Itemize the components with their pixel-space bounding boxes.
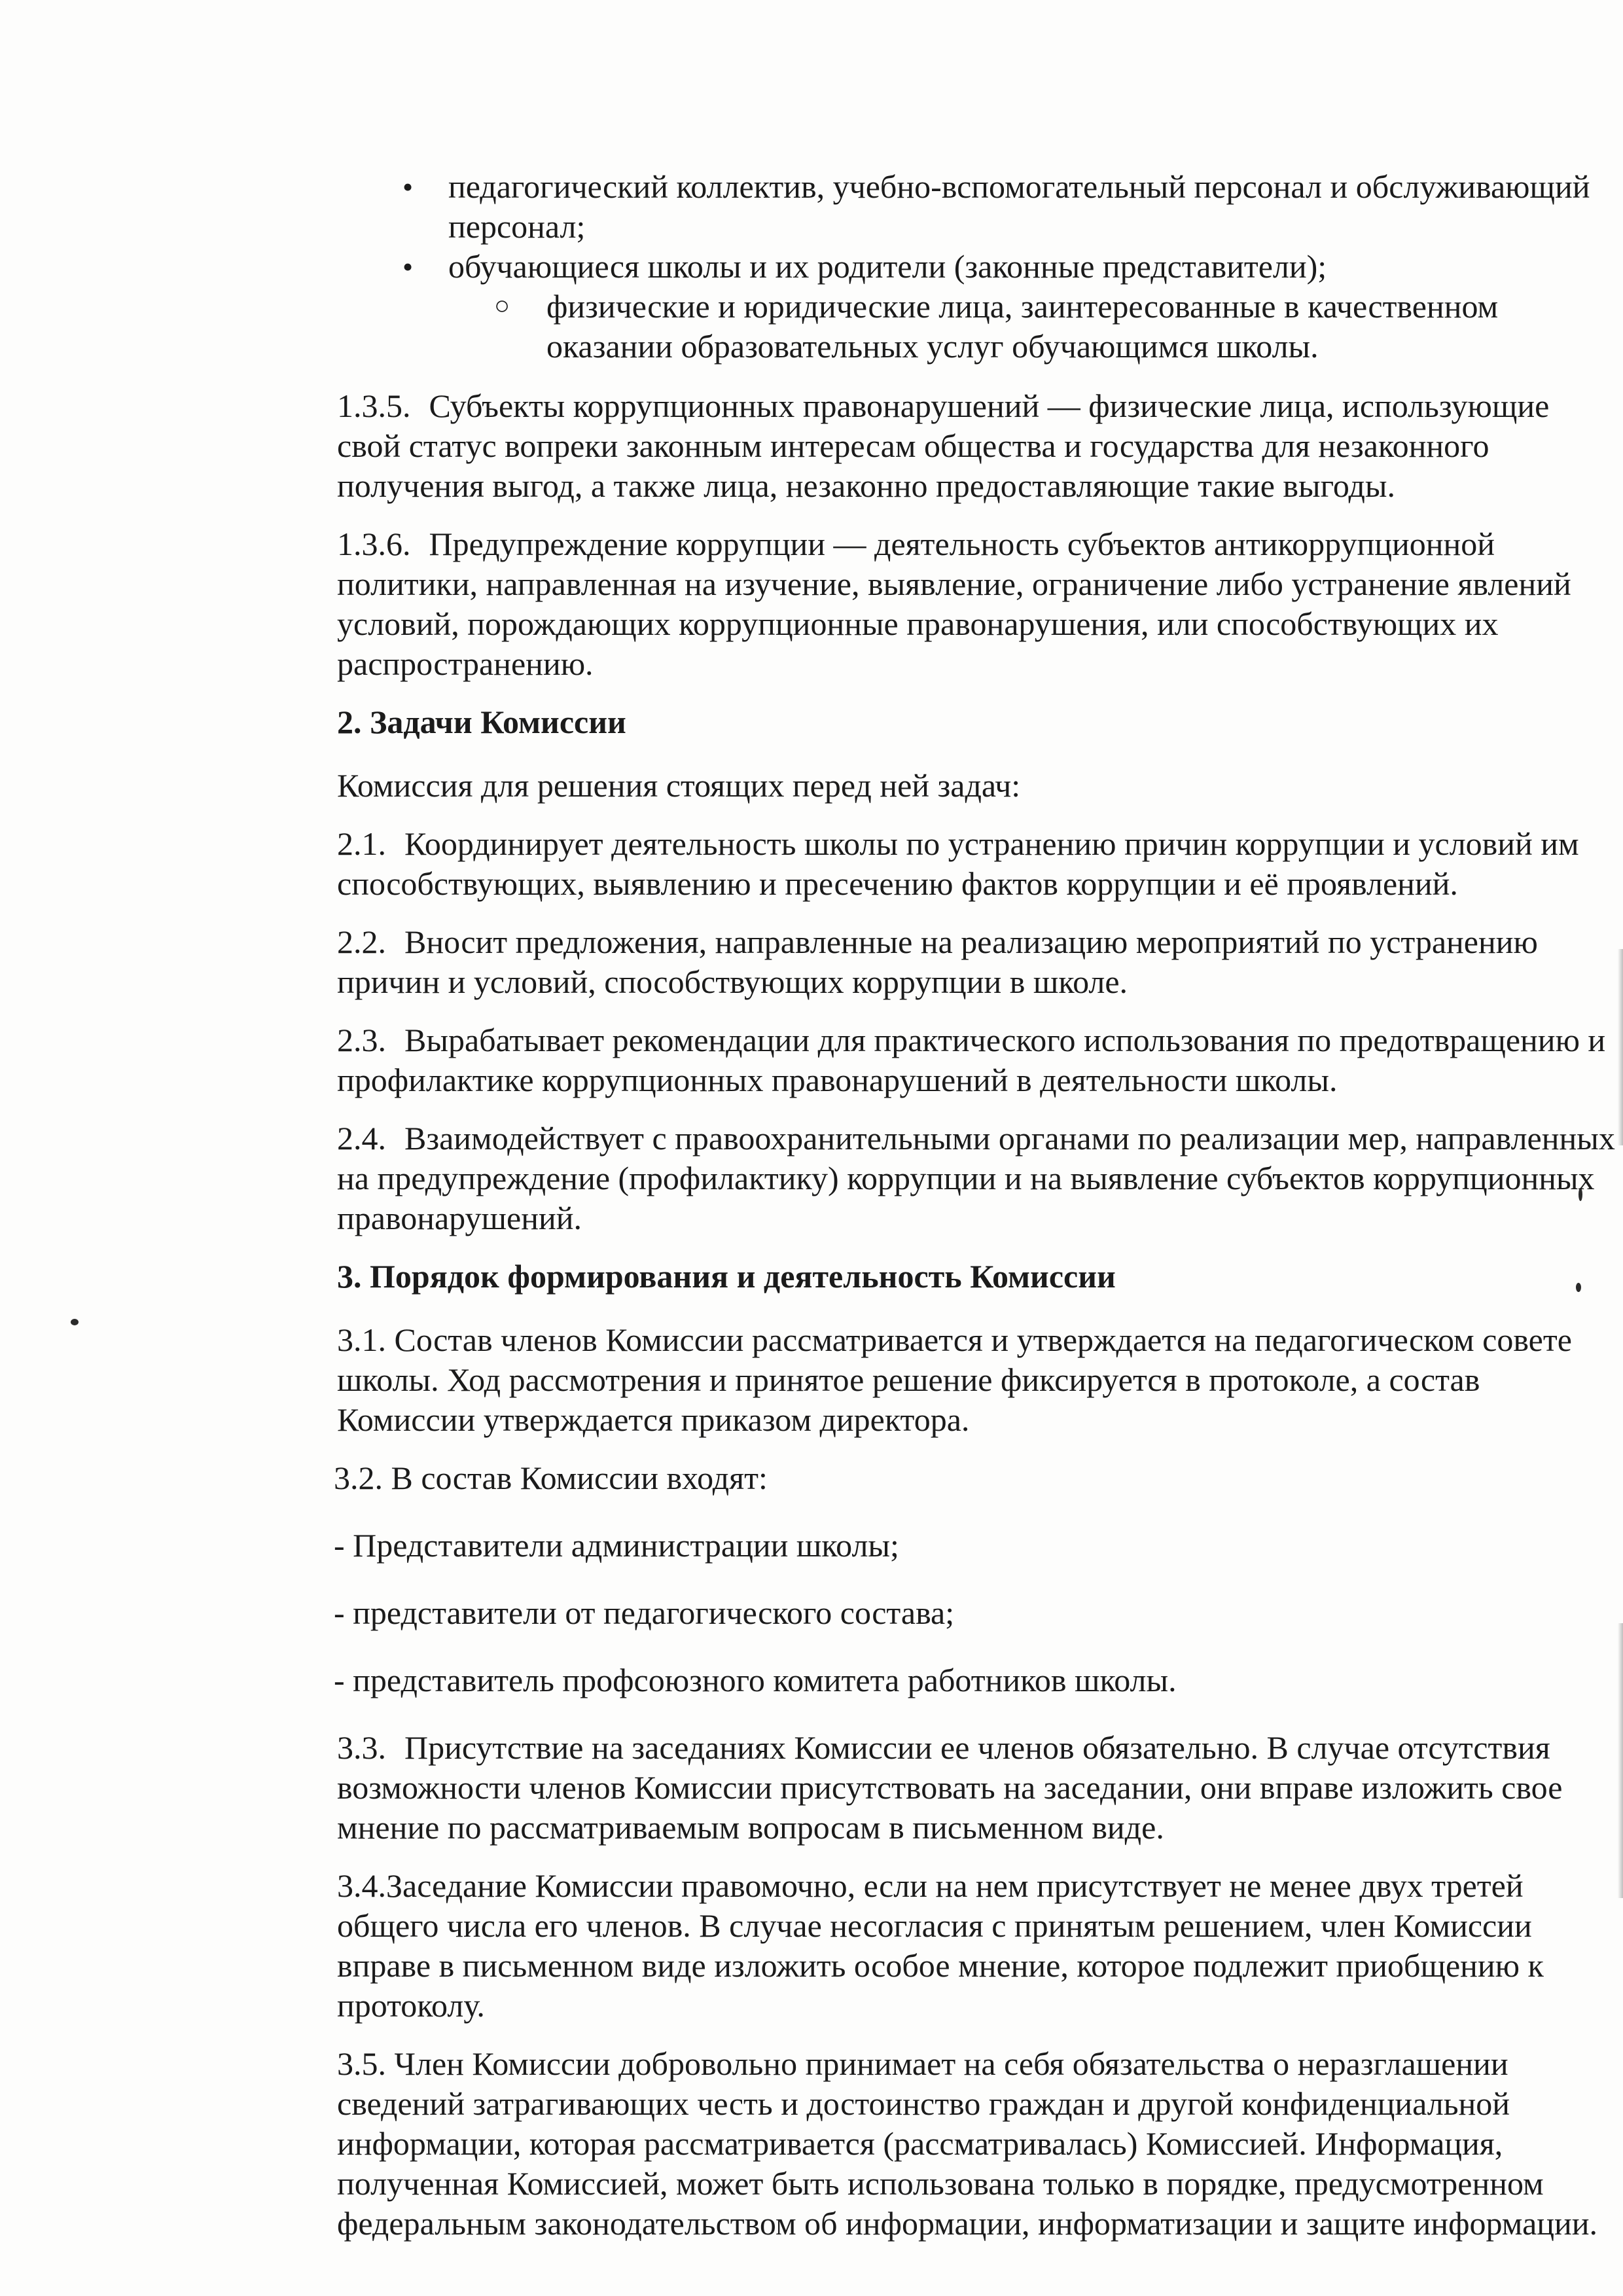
sub-bullet-item: ○ физические и юридические лица, заинтересованные в качественном оказании образовательных услуг обучающимся школы. bbox=[337, 287, 1620, 367]
bullet-marker: • bbox=[402, 170, 414, 204]
paragraph-3-4: 3.4.Заседание Комиссии правомочно, если на нем присутствует не менее двух третей общего числа его членов. В случае несогласия с принятым решением, член Комиссии вправе в письменном виде изложить особое мнение, которое подлежит приобщению к протоколу. bbox=[337, 1867, 1544, 2024]
paragraph-3-5: 3.5. Член Комиссии добровольно принимает на себя обязательства о неразглашении сведений затрагивающих честь и достоинство граждан и другой конфиденциальной информации, которая рассматривается (рассматривалась) Комиссией. Информация, полученная Комиссией, может быть использована только в порядке, предусмотренном федеральным законодательством об информации, информатизации и защите информации. bbox=[337, 2045, 1598, 2242]
paragraph-2-3: 2.3. Вырабатывает рекомендации для практического использования по предотвращению и профилактике коррупционных правонарушений в деятельности школы. bbox=[337, 1022, 1606, 1098]
paragraph-3-2: 3.2. В состав Комиссии входят: bbox=[334, 1460, 768, 1496]
bullet-item: • обучающиеся школы и их родители (законные представители); bbox=[337, 247, 1620, 287]
member-list-item: - представители от педагогического состава; bbox=[334, 1594, 955, 1631]
bullet-item: • педагогический коллектив, учебно-вспомогательный персонал и обслуживающий персонал; bbox=[402, 168, 1590, 245]
paragraph-2-1: 2.1. Координирует деятельность школы по устранению причин коррупции и условий им способствующих, выявлению и пресечению фактов коррупции и её проявлений. bbox=[337, 825, 1579, 902]
bullet-marker: • bbox=[402, 250, 414, 283]
scan-speck bbox=[71, 1319, 79, 1325]
member-list-item: - Представители администрации школы; bbox=[334, 1527, 899, 1564]
paragraph-2-4: 2.4. Взаимодействует с правоохранительными органами по реализации мер, направленных на предупреждение (профилактику) коррупции и на выявление субъектов коррупционных правонарушений. bbox=[337, 1120, 1615, 1236]
section-3-heading: 3. Порядок формирования и деятельность Комиссии bbox=[337, 1258, 1116, 1295]
paragraph-2-2: 2.2. Вносит предложения, направленные на реализацию мероприятий по устранению причин и условий, способствующих коррупции в школе. bbox=[337, 924, 1538, 1000]
section-2-intro: Комиссия для решения стоящих перед ней задач: bbox=[337, 767, 1021, 804]
section-2-heading: 2. Задачи Комиссии bbox=[337, 704, 626, 740]
circle-bullet-marker: ○ bbox=[494, 291, 510, 320]
paragraph-3-1: 3.1. Состав членов Комиссии рассматривается и утверждается на педагогическом совете школы. Ход рассмотрения и принятое решение фиксируется в протоколе, а состав Комиссии утверждается приказом директора. bbox=[337, 1321, 1572, 1438]
paragraph-1-3-5: 1.3.5. Субъекты коррупционных правонарушений — физические лица, использующие свой статус вопреки законным интересам общества и государства для незаконного получения выгод, а также лица, незаконно предоставляющие такие выгоды. bbox=[337, 387, 1550, 504]
document-body bbox=[334, 167, 1620, 2262]
member-list-item: - представитель профсоюзного комитета работников школы. bbox=[334, 1662, 1177, 1698]
paragraph-1-3-6: 1.3.6. Предупреждение коррупции — деятельность субъектов антикоррупционной политики, направленная на изучение, выявление, ограничение либо устранение явлений условий, порождающих коррупционные правонарушения, или способствующих их распространению. bbox=[337, 526, 1571, 682]
paragraph-3-3: 3.3. Присутствие на заседаниях Комиссии ее членов обязательно. В случае отсутствия возможности членов Комиссии присутствовать на заседании, они вправе изложить свое мнение по рассматриваемым вопросам в письменном виде. bbox=[337, 1729, 1563, 1846]
